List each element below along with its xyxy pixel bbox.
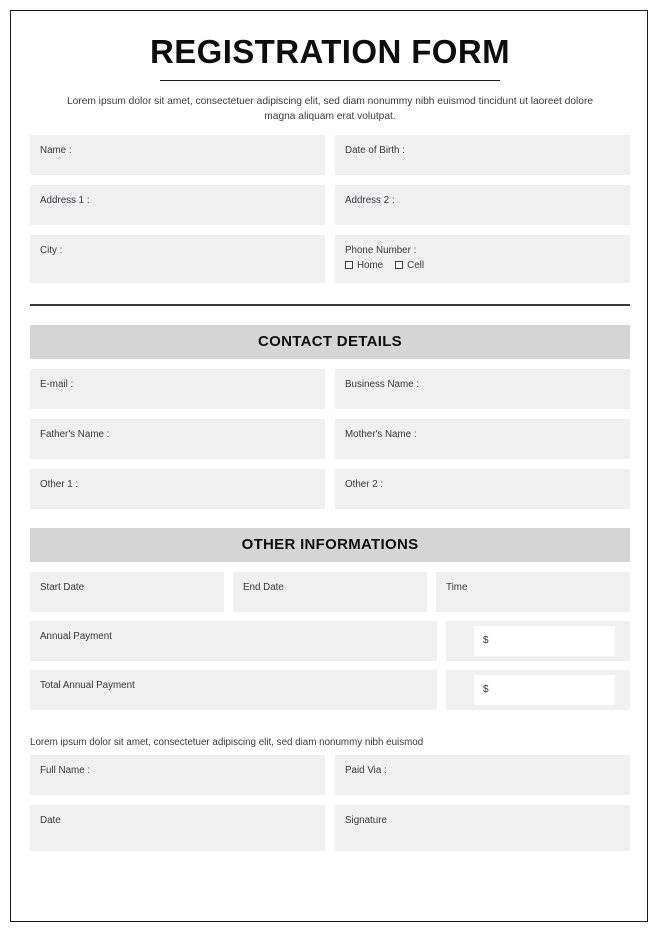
field-full-name[interactable] — [30, 755, 325, 795]
checkbox-home-icon[interactable] — [345, 261, 353, 269]
form-page — [10, 10, 648, 922]
field-label-name: Name : — [40, 144, 72, 156]
field-label-total-annual-payment: Total Annual Payment — [40, 679, 135, 691]
field-label-other-2: Other 2 : — [345, 478, 384, 490]
field-business-name[interactable] — [335, 369, 630, 409]
contact-row-2 — [30, 419, 630, 459]
annual-payment-amount-cell — [446, 621, 630, 661]
section-title-contact-details: CONTACT DETAILS — [258, 333, 402, 351]
form-content — [30, 11, 630, 851]
field-annual-payment[interactable] — [30, 621, 437, 661]
field-other-2[interactable] — [335, 469, 630, 509]
field-date[interactable] — [30, 805, 325, 851]
title-underline — [160, 80, 500, 82]
field-label-date-of-birth: Date of Birth : — [345, 144, 405, 156]
field-city[interactable] — [30, 235, 325, 283]
total-annual-payment-amount-input[interactable] — [474, 675, 615, 705]
section-title-other-informations: OTHER INFORMATIONS — [241, 536, 419, 554]
field-label-annual-payment: Annual Payment — [40, 630, 112, 642]
annual-payment-row — [30, 621, 630, 661]
personal-row-1 — [30, 135, 630, 175]
field-start-date[interactable] — [30, 572, 224, 612]
form-subtitle: Lorem ipsum dolor sit amet, consectetuer adipiscing elit, sed diam nonummy nibh euismod tincidunt ut laoreet dolore magna aliquam erat volutpat. — [66, 96, 594, 122]
field-other-1[interactable] — [30, 469, 325, 509]
field-email[interactable] — [30, 369, 325, 409]
page-title: REGISTRATION FORM — [149, 33, 510, 70]
section-divider — [30, 304, 630, 306]
currency-symbol-icon: $ — [483, 684, 489, 696]
form-header — [30, 11, 630, 125]
personal-row-2 — [30, 185, 630, 225]
signoff-row-1 — [30, 755, 630, 795]
field-address-2[interactable] — [335, 185, 630, 225]
field-phone-number[interactable] — [335, 235, 630, 283]
field-total-annual-payment[interactable] — [30, 670, 437, 710]
field-label-end-date: End Date — [243, 581, 284, 593]
checkbox-label-home: Home — [357, 259, 384, 271]
field-label-address-2: Address 2 : — [345, 194, 395, 206]
field-label-paid-via: Paid Via : — [345, 765, 387, 777]
field-name[interactable] — [30, 135, 325, 175]
field-label-time: Time — [446, 581, 468, 593]
field-label-phone-number: Phone Number : — [345, 244, 417, 256]
total-annual-payment-amount-cell — [446, 670, 630, 710]
field-label-address-1: Address 1 : — [40, 194, 90, 206]
terms-note: Lorem ipsum dolor sit amet, consectetuer adipiscing elit, sed diam nonummy nibh euismod — [30, 736, 424, 748]
field-label-city: City : — [40, 244, 63, 256]
field-label-date: Date — [40, 815, 61, 827]
section-header-other-informations — [30, 528, 630, 562]
field-label-email: E-mail : — [40, 378, 74, 390]
phone-type-options — [345, 260, 620, 271]
field-label-start-date: Start Date — [40, 581, 85, 593]
field-paid-via[interactable] — [335, 755, 630, 795]
contact-row-3 — [30, 469, 630, 509]
field-end-date[interactable] — [233, 572, 427, 612]
field-label-full-name: Full Name : — [40, 765, 91, 777]
field-fathers-name[interactable] — [30, 419, 325, 459]
checkbox-label-cell: Cell — [407, 259, 425, 271]
field-label-other-1: Other 1 : — [40, 478, 79, 490]
field-label-fathers-name: Father's Name : — [40, 428, 110, 440]
field-signature[interactable] — [335, 805, 630, 851]
total-annual-payment-row — [30, 670, 630, 710]
field-address-1[interactable] — [30, 185, 325, 225]
field-label-signature: Signature — [345, 815, 387, 827]
signoff-row-2 — [30, 805, 630, 851]
contact-row-1 — [30, 369, 630, 409]
personal-row-3 — [30, 235, 630, 283]
field-label-mothers-name: Mother's Name : — [345, 428, 417, 440]
field-date-of-birth[interactable] — [335, 135, 630, 175]
field-mothers-name[interactable] — [335, 419, 630, 459]
section-header-contact-details — [30, 325, 630, 359]
annual-payment-amount-input[interactable] — [474, 626, 615, 656]
checkbox-cell-icon[interactable] — [395, 261, 403, 269]
currency-symbol-icon: $ — [483, 635, 489, 647]
field-time[interactable] — [436, 572, 630, 612]
field-label-business-name: Business Name : — [345, 378, 420, 390]
schedule-row — [30, 572, 630, 612]
